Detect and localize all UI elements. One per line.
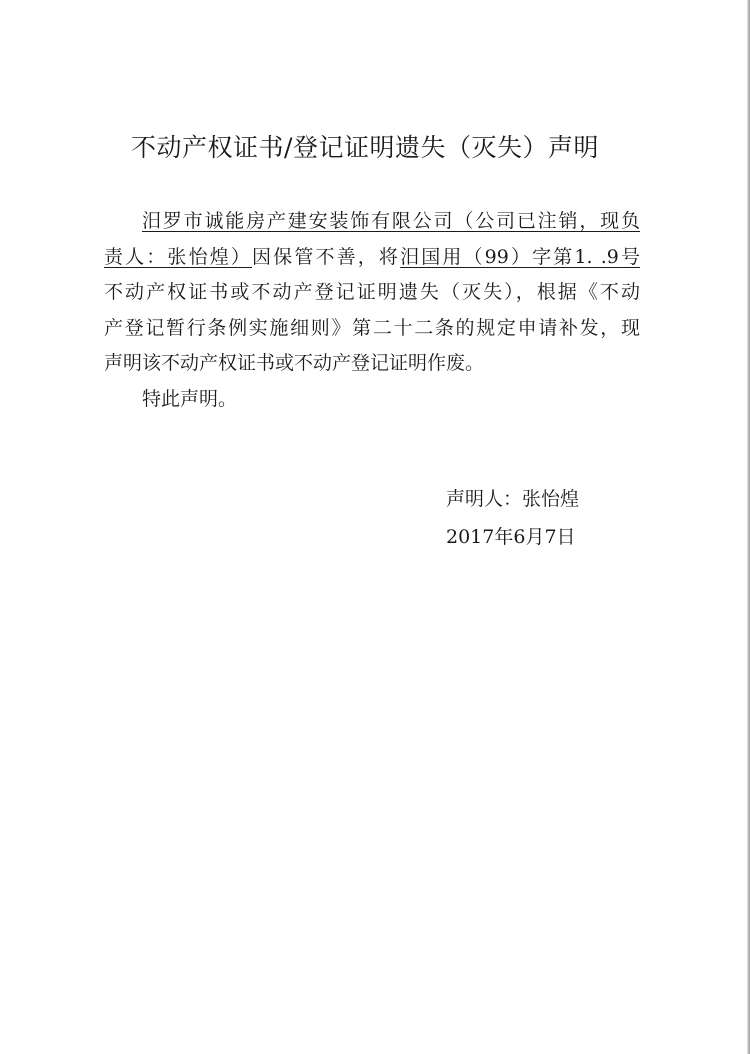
signature-block <box>446 480 579 556</box>
declarant-name: 声明人：张怡煌 <box>446 488 580 510</box>
declaration-line-5: 声明该不动产权证书或不动产登记证明作废。 <box>104 352 485 374</box>
company-name: 汨罗市诚能房产建安装饰有限公司（公司已注销，现负 <box>142 210 640 232</box>
closing-statement: 特此声明。 <box>142 387 238 410</box>
declaration-line-4: 产登记暂行条例实施细则》第二十二条的规定申请补发，现 <box>104 316 640 339</box>
declaration-date: 2017年6月7日 <box>446 526 576 548</box>
declaration-body <box>104 204 640 417</box>
document-title: 不动产权证书/登记证明遗失（灭失）声明 <box>131 133 599 162</box>
declaration-line-1 <box>104 204 640 240</box>
declaration-line-3: 不动产权证书或不动产登记证明遗失（灭失），根据《不动 <box>104 281 640 303</box>
loss-reason: 因保管不善，将 <box>252 245 401 268</box>
responsible-person: 责人：张怡煌） <box>104 245 253 268</box>
declaration-line-2 <box>104 240 640 276</box>
certificate-number: 汨国用（99）字第1. .9号 <box>400 245 640 268</box>
